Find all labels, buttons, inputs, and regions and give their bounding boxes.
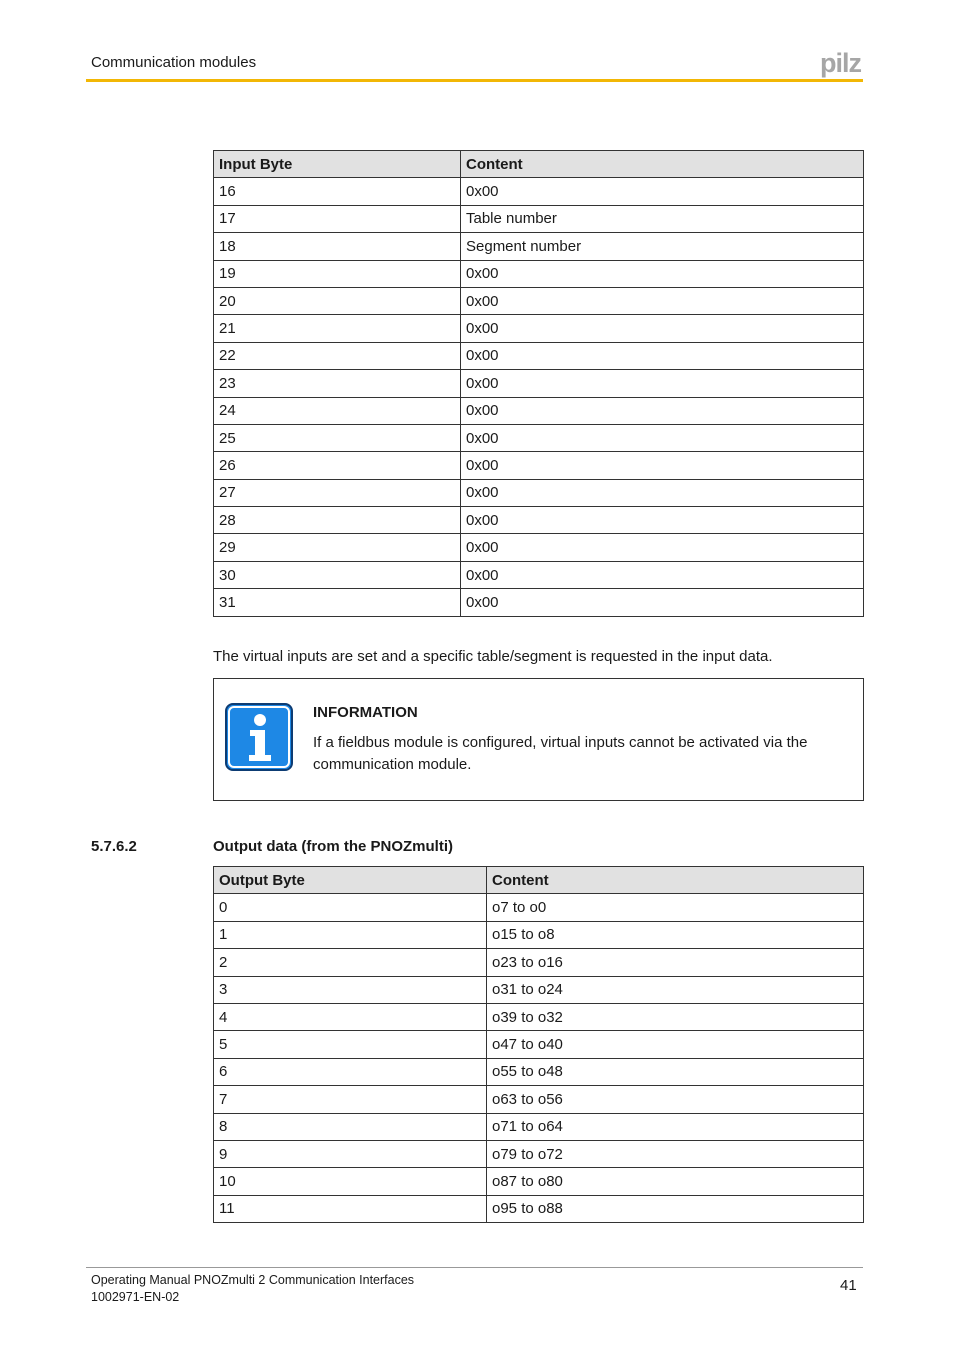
byte-cell: 11 <box>214 1195 487 1222</box>
byte-cell: 21 <box>214 315 461 342</box>
content-cell: 0x00 <box>461 452 864 479</box>
byte-cell: 4 <box>214 1003 487 1030</box>
column-header-input-byte: Input Byte <box>214 151 461 178</box>
header-rule <box>86 79 863 82</box>
byte-cell: 3 <box>214 976 487 1003</box>
section-title: Output data (from the PNOZmulti) <box>213 838 453 855</box>
table-row <box>214 1195 864 1222</box>
content-cell: 0x00 <box>461 287 864 314</box>
column-header-output-byte: Output Byte <box>214 867 487 894</box>
table-row <box>214 178 864 205</box>
content-cell: 0x00 <box>461 370 864 397</box>
byte-cell: 27 <box>214 479 461 506</box>
info-title: INFORMATION <box>313 704 418 721</box>
footer-manual-title: Operating Manual PNOZmulti 2 Communication Interfaces <box>91 1273 415 1287</box>
table-header-row <box>214 151 864 178</box>
content-cell: o47 to o40 <box>487 1031 864 1058</box>
table-row <box>214 370 864 397</box>
info-icon <box>225 703 293 771</box>
byte-cell: 18 <box>214 233 461 260</box>
content-cell: o31 to o24 <box>487 976 864 1003</box>
content-cell: 0x00 <box>461 397 864 424</box>
content-cell: 0x00 <box>461 260 864 287</box>
column-header-content: Content <box>487 867 864 894</box>
byte-cell: 28 <box>214 507 461 534</box>
byte-cell: 20 <box>214 287 461 314</box>
info-text: If a fieldbus module is configured, virtual inputs cannot be activated via the communication module. <box>313 734 808 773</box>
content-cell: 0x00 <box>461 479 864 506</box>
table-row <box>214 894 864 921</box>
section-number: 5.7.6.2 <box>91 838 137 855</box>
table-row <box>214 1168 864 1195</box>
content-cell: 0x00 <box>461 342 864 369</box>
content-cell: Table number <box>461 205 864 232</box>
table-row <box>214 397 864 424</box>
table-row <box>214 342 864 369</box>
table-row <box>214 315 864 342</box>
byte-cell: 7 <box>214 1086 487 1113</box>
content-cell: o7 to o0 <box>487 894 864 921</box>
content-cell: o55 to o48 <box>487 1058 864 1085</box>
content-cell: o79 to o72 <box>487 1140 864 1167</box>
column-header-content: Content <box>461 151 864 178</box>
table-row <box>214 424 864 451</box>
content-cell: o63 to o56 <box>487 1086 864 1113</box>
byte-cell: 9 <box>214 1140 487 1167</box>
page-header-title: Communication modules <box>91 54 257 71</box>
content-cell: o15 to o8 <box>487 921 864 948</box>
page-number: 41 <box>840 1277 857 1294</box>
information-box <box>213 678 864 801</box>
content-cell: o87 to o80 <box>487 1168 864 1195</box>
byte-cell: 30 <box>214 561 461 588</box>
table-row <box>214 589 864 616</box>
byte-cell: 19 <box>214 260 461 287</box>
table-row <box>214 205 864 232</box>
content-cell: 0x00 <box>461 315 864 342</box>
byte-cell: 17 <box>214 205 461 232</box>
table-row <box>214 561 864 588</box>
byte-cell: 24 <box>214 397 461 424</box>
table-row <box>214 1003 864 1030</box>
byte-cell: 29 <box>214 534 461 561</box>
body-paragraph: The virtual inputs are set and a specific table/segment is requested in the input data. <box>213 648 773 665</box>
byte-cell: 22 <box>214 342 461 369</box>
content-cell: o23 to o16 <box>487 949 864 976</box>
table-row <box>214 534 864 561</box>
table-header-row <box>214 867 864 894</box>
input-byte-table <box>213 150 864 617</box>
table-row <box>214 1031 864 1058</box>
byte-cell: 6 <box>214 1058 487 1085</box>
table-row <box>214 1086 864 1113</box>
table-row <box>214 507 864 534</box>
byte-cell: 8 <box>214 1113 487 1140</box>
table-row <box>214 921 864 948</box>
table-row <box>214 949 864 976</box>
table-row <box>214 233 864 260</box>
content-cell: 0x00 <box>461 507 864 534</box>
table-row <box>214 452 864 479</box>
footer-document-number: 1002971-EN-02 <box>91 1290 180 1304</box>
content-cell: 0x00 <box>461 534 864 561</box>
table-row <box>214 1140 864 1167</box>
table-row <box>214 976 864 1003</box>
byte-cell: 10 <box>214 1168 487 1195</box>
byte-cell: 5 <box>214 1031 487 1058</box>
byte-cell: 25 <box>214 424 461 451</box>
content-cell: Segment number <box>461 233 864 260</box>
footer-rule <box>86 1267 863 1268</box>
content-cell: o39 to o32 <box>487 1003 864 1030</box>
output-byte-table <box>213 866 864 1223</box>
table-row <box>214 479 864 506</box>
content-cell: o71 to o64 <box>487 1113 864 1140</box>
byte-cell: 31 <box>214 589 461 616</box>
pilz-logo: pilz <box>820 48 861 78</box>
byte-cell: 16 <box>214 178 461 205</box>
byte-cell: 26 <box>214 452 461 479</box>
table-row <box>214 287 864 314</box>
content-cell: 0x00 <box>461 589 864 616</box>
table-row <box>214 1113 864 1140</box>
byte-cell: 1 <box>214 921 487 948</box>
byte-cell: 0 <box>214 894 487 921</box>
content-cell: 0x00 <box>461 178 864 205</box>
content-cell: 0x00 <box>461 561 864 588</box>
byte-cell: 2 <box>214 949 487 976</box>
table-row <box>214 260 864 287</box>
content-cell: 0x00 <box>461 424 864 451</box>
content-cell: o95 to o88 <box>487 1195 864 1222</box>
byte-cell: 23 <box>214 370 461 397</box>
table-row <box>214 1058 864 1085</box>
